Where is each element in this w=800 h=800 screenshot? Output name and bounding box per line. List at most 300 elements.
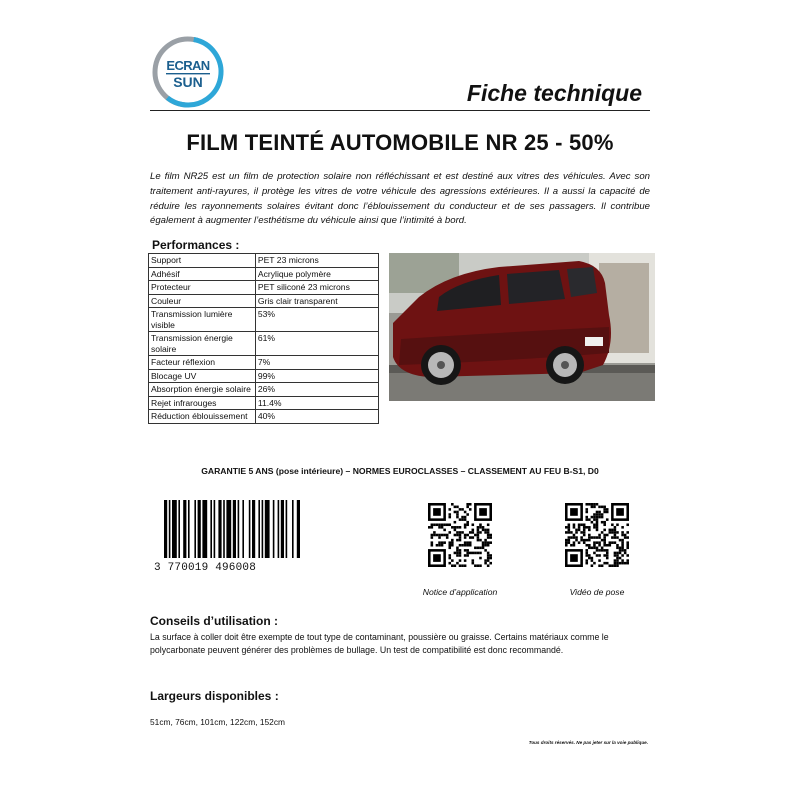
barcode-bar bbox=[214, 500, 216, 558]
qr-module bbox=[451, 544, 454, 547]
qr-module bbox=[568, 526, 571, 529]
qr-module bbox=[588, 536, 591, 539]
qr-module bbox=[611, 536, 614, 539]
qr-module bbox=[464, 536, 467, 539]
qr-module bbox=[598, 541, 601, 544]
qr-module bbox=[438, 536, 441, 539]
qr-module bbox=[598, 554, 601, 557]
qr-module bbox=[591, 521, 594, 524]
qr-module bbox=[431, 536, 434, 539]
qr-module bbox=[583, 541, 586, 544]
qr-module bbox=[454, 534, 457, 537]
qr-module bbox=[484, 529, 487, 532]
qr-module bbox=[614, 552, 617, 555]
qr-module bbox=[621, 531, 624, 534]
qr-module bbox=[448, 557, 451, 560]
qr-module bbox=[596, 536, 599, 539]
qr-module bbox=[454, 526, 457, 529]
qr-module bbox=[611, 564, 614, 567]
qr-module bbox=[570, 554, 578, 562]
qr-module bbox=[603, 544, 606, 547]
qr-module bbox=[596, 526, 599, 529]
qr-module bbox=[596, 549, 599, 552]
qr-module bbox=[591, 516, 594, 519]
qr-module bbox=[459, 544, 462, 547]
qr-module bbox=[621, 547, 624, 550]
qr-module bbox=[487, 564, 490, 567]
row-value: 11.4% bbox=[255, 396, 378, 410]
qr-module bbox=[472, 552, 475, 555]
qr-module bbox=[624, 534, 627, 537]
qr-module bbox=[619, 539, 622, 542]
qr-module bbox=[489, 562, 492, 565]
qr-module bbox=[565, 539, 568, 542]
qr-module bbox=[588, 557, 591, 560]
qr-module bbox=[606, 534, 609, 537]
qr-module bbox=[482, 544, 485, 547]
qr-module bbox=[614, 526, 617, 529]
qr-module bbox=[588, 526, 591, 529]
qr-module bbox=[568, 536, 571, 539]
barcode-bar bbox=[226, 500, 231, 558]
row-value: 99% bbox=[255, 369, 378, 383]
qr-module bbox=[626, 523, 629, 526]
qr-module bbox=[565, 541, 568, 544]
qr-module bbox=[570, 544, 573, 547]
qr-module bbox=[474, 564, 477, 567]
qr-module bbox=[479, 557, 482, 560]
qr-module bbox=[568, 531, 571, 534]
table-row bbox=[149, 254, 379, 268]
qr-module bbox=[469, 541, 472, 544]
qr-module bbox=[596, 503, 599, 506]
qr-module bbox=[479, 531, 482, 534]
qr-module bbox=[573, 536, 576, 539]
qr-module bbox=[482, 526, 485, 529]
qr-module bbox=[487, 531, 490, 534]
qr-module bbox=[454, 552, 457, 555]
qr-module bbox=[565, 544, 568, 547]
qr-module bbox=[598, 549, 601, 552]
qr-module bbox=[588, 503, 591, 506]
qr-module bbox=[469, 536, 472, 539]
qr-module bbox=[603, 521, 606, 524]
qr-module bbox=[616, 552, 619, 555]
qr-module bbox=[583, 531, 586, 534]
qr-module bbox=[593, 526, 596, 529]
qr-module bbox=[585, 526, 588, 529]
qr-module bbox=[456, 547, 459, 550]
qr-module bbox=[479, 547, 482, 550]
qr-module bbox=[591, 564, 594, 567]
qr-module bbox=[580, 531, 583, 534]
qr-module bbox=[469, 544, 472, 547]
table-row bbox=[149, 369, 379, 383]
qr-module bbox=[472, 531, 475, 534]
qr-module bbox=[580, 539, 583, 542]
qr-module bbox=[580, 523, 583, 526]
qr-module bbox=[624, 562, 627, 565]
qr-module bbox=[451, 564, 454, 567]
qr-module bbox=[482, 547, 485, 550]
qr-module bbox=[482, 529, 485, 532]
qr-module bbox=[477, 552, 480, 555]
qr-module bbox=[446, 536, 449, 539]
qr-caption-video: Vidéo de pose bbox=[569, 587, 625, 597]
qr-module bbox=[614, 536, 617, 539]
qr-module bbox=[482, 541, 485, 544]
qr-module bbox=[619, 549, 622, 552]
qr-module bbox=[578, 526, 581, 529]
qr-module bbox=[469, 508, 472, 511]
qr-module bbox=[593, 523, 596, 526]
qr-module bbox=[585, 511, 588, 514]
qr-module bbox=[484, 549, 487, 552]
qr-module bbox=[459, 518, 462, 521]
qr-module bbox=[459, 554, 462, 557]
qr-module bbox=[456, 552, 459, 555]
qr-module bbox=[570, 508, 578, 516]
qr-module bbox=[469, 531, 472, 534]
copyright-notice: Tous droits réservés. Ne pas jeter sur la voie publique. bbox=[528, 740, 648, 745]
qr-module bbox=[487, 557, 490, 560]
qr-module bbox=[573, 544, 576, 547]
qr-module bbox=[568, 529, 571, 532]
qr-module bbox=[621, 526, 624, 529]
qr-module bbox=[603, 554, 606, 557]
row-value: 61% bbox=[255, 332, 378, 356]
qr-module bbox=[451, 559, 454, 562]
qr-module bbox=[611, 531, 614, 534]
qr-module bbox=[621, 549, 624, 552]
qr-module bbox=[593, 516, 596, 519]
barcode-bar bbox=[169, 500, 171, 558]
logo-text-ecran: ECRAN bbox=[166, 58, 210, 73]
row-value: Gris clair transparent bbox=[255, 294, 378, 308]
qr-module bbox=[614, 541, 617, 544]
row-label: Support bbox=[149, 254, 256, 268]
qr-module bbox=[454, 521, 457, 524]
qr-module bbox=[609, 544, 612, 547]
qr-module bbox=[568, 541, 571, 544]
qr-module bbox=[570, 536, 573, 539]
qr-module bbox=[477, 547, 480, 550]
qr-module bbox=[431, 534, 434, 537]
qr-module bbox=[459, 526, 462, 529]
guarantee-line: GARANTIE 5 ANS (pose intérieure) – NORMES EUROCLASSES – CLASSEMENT AU FEU B-S1, D0 bbox=[201, 466, 599, 476]
barcode-bar bbox=[262, 500, 264, 558]
qr-module bbox=[598, 536, 601, 539]
qr-module bbox=[448, 523, 451, 526]
qr-module bbox=[474, 552, 477, 555]
qr-module bbox=[603, 549, 606, 552]
qr-module bbox=[456, 526, 459, 529]
qr-module bbox=[598, 534, 601, 537]
qr-module bbox=[598, 544, 601, 547]
qr-module bbox=[436, 544, 439, 547]
qr-module bbox=[487, 554, 490, 557]
qr-module bbox=[606, 544, 609, 547]
qr-module bbox=[441, 544, 444, 547]
qr-module bbox=[456, 539, 459, 542]
qr-module bbox=[438, 534, 441, 537]
qr-module bbox=[448, 547, 451, 550]
qr-module bbox=[601, 521, 604, 524]
qr-module bbox=[568, 523, 571, 526]
row-value: PET 23 microns bbox=[255, 254, 378, 268]
qr-module bbox=[474, 534, 477, 537]
qr-module bbox=[433, 534, 436, 537]
qr-module bbox=[601, 549, 604, 552]
performances-heading: Performances : bbox=[152, 238, 240, 252]
barcode-bar bbox=[273, 500, 275, 558]
qr-module bbox=[461, 508, 464, 511]
qr-module bbox=[603, 511, 606, 514]
header-rule bbox=[150, 110, 650, 111]
qr-module bbox=[626, 559, 629, 562]
qr-module bbox=[441, 523, 444, 526]
qr-module bbox=[448, 531, 451, 534]
qr-module bbox=[616, 562, 619, 565]
barcode-bar bbox=[198, 500, 201, 558]
row-label: Facteur réflexion bbox=[149, 356, 256, 370]
qr-module bbox=[616, 536, 619, 539]
qr-module bbox=[484, 562, 487, 565]
qr-module bbox=[616, 557, 619, 560]
qr-module bbox=[459, 536, 462, 539]
qr-module bbox=[487, 534, 490, 537]
qr-module bbox=[489, 536, 492, 539]
barcode-bar bbox=[164, 500, 167, 558]
row-label: Absorption énergie solaire bbox=[149, 383, 256, 397]
qr-module bbox=[593, 536, 596, 539]
qr-module bbox=[601, 564, 604, 567]
qr-module bbox=[585, 516, 588, 519]
qr-module bbox=[593, 518, 596, 521]
qr-module bbox=[443, 523, 446, 526]
qr-module bbox=[568, 539, 571, 542]
row-value: 26% bbox=[255, 383, 378, 397]
qr-module bbox=[464, 523, 467, 526]
barcode-bar bbox=[210, 500, 212, 558]
qr-module bbox=[591, 536, 594, 539]
qr-module bbox=[575, 529, 578, 532]
qr-module bbox=[487, 523, 490, 526]
ecran-sun-logo bbox=[150, 34, 226, 110]
qr-module bbox=[459, 564, 462, 567]
qr-module bbox=[626, 531, 629, 534]
qr-module bbox=[484, 531, 487, 534]
qr-module bbox=[489, 554, 492, 557]
qr-module bbox=[624, 549, 627, 552]
qr-module bbox=[466, 549, 469, 552]
qr-module bbox=[614, 554, 617, 557]
qr-module bbox=[616, 547, 619, 550]
qr-module bbox=[448, 508, 451, 511]
qr-module bbox=[464, 549, 467, 552]
qr-module bbox=[598, 516, 601, 519]
qr-module bbox=[601, 506, 604, 509]
row-label: Transmission lumière visible bbox=[149, 308, 256, 332]
qr-module bbox=[585, 503, 588, 506]
barcode-bar bbox=[258, 500, 260, 558]
qr-module bbox=[606, 549, 609, 552]
qr-module bbox=[448, 554, 451, 557]
qr-module bbox=[477, 536, 480, 539]
qr-module bbox=[603, 523, 606, 526]
qr-module bbox=[456, 531, 459, 534]
qr-module bbox=[621, 554, 624, 557]
qr-module bbox=[603, 508, 606, 511]
qr-module bbox=[431, 541, 434, 544]
qr-module bbox=[588, 547, 591, 550]
qr-module bbox=[601, 539, 604, 542]
qr-module bbox=[477, 539, 480, 542]
car-photo bbox=[389, 253, 655, 401]
qr-module bbox=[603, 541, 606, 544]
qr-module bbox=[578, 529, 581, 532]
qr-module bbox=[598, 564, 601, 567]
qr-module bbox=[585, 518, 588, 521]
qr-module bbox=[588, 554, 591, 557]
qr-module bbox=[441, 534, 444, 537]
qr-module bbox=[487, 536, 490, 539]
qr-module bbox=[464, 511, 467, 514]
qr-module bbox=[477, 531, 480, 534]
table-row bbox=[149, 308, 379, 332]
qr-module bbox=[474, 547, 477, 550]
qr-module bbox=[443, 529, 446, 532]
qr-module bbox=[448, 516, 451, 519]
barcode-bar bbox=[172, 500, 177, 558]
qr-module bbox=[489, 534, 492, 537]
qr-module bbox=[573, 534, 576, 537]
qr-module bbox=[596, 554, 599, 557]
qr-module bbox=[614, 564, 617, 567]
qr-module bbox=[436, 534, 439, 537]
qr-module bbox=[591, 547, 594, 550]
qr-module bbox=[451, 503, 454, 506]
row-value: PET siliconé 23 microns bbox=[255, 281, 378, 295]
qr-module bbox=[621, 539, 624, 542]
qr-module bbox=[479, 539, 482, 542]
qr-module bbox=[626, 547, 629, 550]
qr-module bbox=[596, 516, 599, 519]
qr-module bbox=[459, 534, 462, 537]
logo-text-sun: SUN bbox=[173, 74, 203, 90]
qr-module bbox=[585, 562, 588, 565]
qr-module bbox=[601, 516, 604, 519]
row-value: 7% bbox=[255, 356, 378, 370]
qr-module bbox=[616, 554, 619, 557]
qr-module bbox=[611, 529, 614, 532]
qr-module bbox=[456, 511, 459, 514]
qr-module bbox=[479, 523, 482, 526]
qr-module bbox=[464, 516, 467, 519]
qr-module bbox=[614, 559, 617, 562]
qr-module bbox=[459, 531, 462, 534]
qr-module bbox=[591, 557, 594, 560]
barcode-bar bbox=[281, 500, 284, 558]
qr-module bbox=[487, 529, 490, 532]
row-label: Rejet infrarouges bbox=[149, 396, 256, 410]
qr-module bbox=[477, 564, 480, 567]
qr-module bbox=[565, 531, 568, 534]
largeurs-text: 51cm, 76cm, 101cm, 122cm, 152cm bbox=[150, 717, 285, 727]
qr-module bbox=[603, 506, 606, 509]
barcode-bar bbox=[194, 500, 196, 558]
qr-module bbox=[459, 552, 462, 555]
qr-module bbox=[438, 541, 441, 544]
qr-module bbox=[466, 541, 469, 544]
qr-module bbox=[464, 541, 467, 544]
table-row bbox=[149, 383, 379, 397]
qr-module bbox=[593, 544, 596, 547]
qr-module bbox=[603, 534, 606, 537]
qr-module bbox=[596, 513, 599, 516]
table-row bbox=[149, 332, 379, 356]
qr-module bbox=[596, 523, 599, 526]
qr-module bbox=[609, 529, 612, 532]
qr-module bbox=[621, 544, 624, 547]
qr-module bbox=[614, 562, 617, 565]
qr-module bbox=[606, 511, 609, 514]
qr-module bbox=[585, 544, 588, 547]
qr-module bbox=[626, 562, 629, 565]
qr-module bbox=[448, 562, 451, 565]
qr-module bbox=[619, 557, 622, 560]
qr-module bbox=[585, 549, 588, 552]
table-row bbox=[149, 396, 379, 410]
qr-module bbox=[479, 508, 487, 516]
qr-module bbox=[484, 541, 487, 544]
qr-module bbox=[446, 523, 449, 526]
qr-module bbox=[606, 557, 609, 560]
qr-module bbox=[588, 544, 591, 547]
qr-module bbox=[464, 518, 467, 521]
qr-module bbox=[593, 503, 596, 506]
qr-module bbox=[459, 539, 462, 542]
qr-module bbox=[479, 552, 482, 555]
qr-module bbox=[472, 559, 475, 562]
qr-module bbox=[466, 544, 469, 547]
table-row bbox=[149, 281, 379, 295]
qr-module bbox=[472, 523, 475, 526]
qr-module bbox=[461, 564, 464, 567]
page-title: FILM TEINTÉ AUTOMOBILE NR 25 - 50% bbox=[186, 130, 614, 155]
conseils-text: La surface à coller doit être exempte de tout type de contaminant, poussière ou graisse. Certains matériaux comme le polycarbonate peuvent générer des problèmes de bullage. Un test de compatibilité est donc recommandé. bbox=[150, 632, 609, 655]
table-row bbox=[149, 294, 379, 308]
qr-module bbox=[466, 521, 469, 524]
qr-module bbox=[456, 549, 459, 552]
qr-module bbox=[570, 531, 573, 534]
qr-module bbox=[461, 544, 464, 547]
qr-module bbox=[578, 523, 581, 526]
qr-module bbox=[593, 506, 596, 509]
qr-module bbox=[601, 513, 604, 516]
barcode-bar bbox=[188, 500, 190, 558]
qr-module bbox=[609, 564, 612, 567]
qr-module bbox=[606, 552, 609, 555]
qr-module bbox=[598, 559, 601, 562]
qr-module bbox=[611, 541, 614, 544]
qr-module bbox=[575, 536, 578, 539]
qr-module bbox=[575, 539, 578, 542]
qr-module bbox=[431, 544, 434, 547]
qr-module bbox=[448, 541, 451, 544]
qr-module bbox=[593, 513, 596, 516]
qr-module bbox=[578, 541, 581, 544]
